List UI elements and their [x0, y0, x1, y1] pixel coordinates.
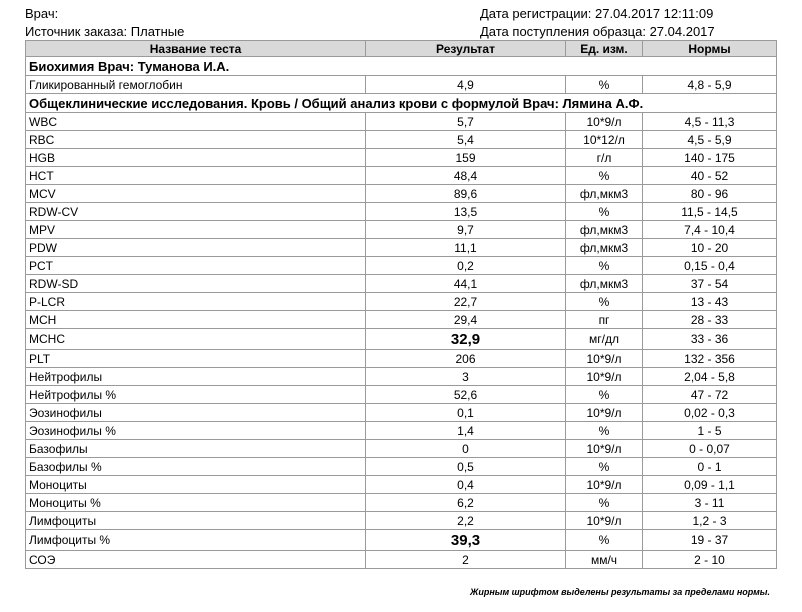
test-norm: 3 - 11	[643, 494, 777, 512]
col-norm-header: Нормы	[643, 41, 777, 57]
table-row	[26, 149, 777, 167]
test-result: 4,9	[366, 76, 566, 94]
test-unit: %	[566, 422, 643, 440]
test-result: 29,4	[366, 311, 566, 329]
sample-value: 27.04.2017	[649, 24, 715, 39]
test-norm: 132 - 356	[643, 350, 777, 368]
registration-date	[480, 6, 713, 22]
table-row	[26, 76, 777, 94]
test-norm: 0,09 - 1,1	[643, 476, 777, 494]
table-row	[26, 422, 777, 440]
test-name: СОЭ	[26, 551, 366, 569]
test-unit: 10*9/л	[566, 440, 643, 458]
registration-value: 27.04.2017 12:11:09	[594, 6, 714, 21]
test-unit: %	[566, 386, 643, 404]
table-row	[26, 350, 777, 368]
test-result: 5,7	[366, 113, 566, 131]
test-norm: 19 - 37	[643, 530, 777, 551]
test-unit: мг/дл	[566, 329, 643, 350]
test-unit: 10*12/л	[566, 131, 643, 149]
test-result: 89,6	[366, 185, 566, 203]
test-name: Моноциты %	[26, 494, 366, 512]
test-norm: 4,5 - 5,9	[643, 131, 777, 149]
test-norm: 1 - 5	[643, 422, 777, 440]
col-name-header: Название теста	[26, 41, 366, 57]
test-norm: 11,5 - 14,5	[643, 203, 777, 221]
test-result: 0,2	[366, 257, 566, 275]
test-name: RDW-CV	[26, 203, 366, 221]
test-unit: пг	[566, 311, 643, 329]
test-norm: 28 - 33	[643, 311, 777, 329]
test-unit: мм/ч	[566, 551, 643, 569]
test-unit: 10*9/л	[566, 476, 643, 494]
test-unit: фл,мкм3	[566, 275, 643, 293]
section-row	[26, 94, 777, 113]
test-result: 0,1	[366, 404, 566, 422]
test-unit: 10*9/л	[566, 350, 643, 368]
test-unit: 10*9/л	[566, 512, 643, 530]
table-row	[26, 368, 777, 386]
table-row	[26, 185, 777, 203]
test-result: 5,4	[366, 131, 566, 149]
table-row	[26, 530, 777, 551]
test-name: Гликированный гемоглобин	[26, 76, 366, 94]
test-norm: 80 - 96	[643, 185, 777, 203]
test-unit: %	[566, 167, 643, 185]
test-result: 44,1	[366, 275, 566, 293]
doctor-label: Врач:	[25, 6, 59, 21]
test-result: 3	[366, 368, 566, 386]
col-result-header: Результат	[366, 41, 566, 57]
test-norm: 10 - 20	[643, 239, 777, 257]
test-name: Нейтрофилы %	[26, 386, 366, 404]
test-unit: %	[566, 76, 643, 94]
test-name: RDW-SD	[26, 275, 366, 293]
test-result: 13,5	[366, 203, 566, 221]
test-norm: 0 - 1	[643, 458, 777, 476]
test-result: 48,4	[366, 167, 566, 185]
test-norm: 0,15 - 0,4	[643, 257, 777, 275]
test-unit: %	[566, 257, 643, 275]
table-row	[26, 329, 777, 350]
test-result: 22,7	[366, 293, 566, 311]
test-result: 11,1	[366, 239, 566, 257]
test-name: MCHC	[26, 329, 366, 350]
test-unit: фл,мкм3	[566, 239, 643, 257]
test-name: P-LCR	[26, 293, 366, 311]
test-norm: 2 - 10	[643, 551, 777, 569]
test-name: HGB	[26, 149, 366, 167]
test-result	[366, 530, 566, 551]
test-name: Базофилы %	[26, 458, 366, 476]
col-unit-header: Ед. изм.	[566, 41, 643, 57]
table-row	[26, 458, 777, 476]
test-norm: 0 - 0,07	[643, 440, 777, 458]
test-result	[366, 329, 566, 350]
test-norm: 40 - 52	[643, 167, 777, 185]
section-row	[26, 57, 777, 76]
test-result: 2,2	[366, 512, 566, 530]
table-row	[26, 221, 777, 239]
test-norm: 7,4 - 10,4	[643, 221, 777, 239]
test-result: 0,4	[366, 476, 566, 494]
test-name: WBC	[26, 113, 366, 131]
table-row	[26, 293, 777, 311]
table-row	[26, 167, 777, 185]
test-result: 159	[366, 149, 566, 167]
table-row	[26, 311, 777, 329]
test-unit: 10*9/л	[566, 368, 643, 386]
test-unit: г/л	[566, 149, 643, 167]
test-unit: 10*9/л	[566, 113, 643, 131]
test-norm: 2,04 - 5,8	[643, 368, 777, 386]
test-norm: 4,8 - 5,9	[643, 76, 777, 94]
test-name: Нейтрофилы	[26, 368, 366, 386]
section-title: Биохимия Врач: Туманова И.А.	[26, 57, 777, 76]
test-unit: %	[566, 494, 643, 512]
test-result: 206	[366, 350, 566, 368]
out-of-range-value: 39,3	[450, 531, 481, 549]
table-row	[26, 203, 777, 221]
table-header-row	[26, 41, 777, 57]
table-row	[26, 404, 777, 422]
test-name: Базофилы	[26, 440, 366, 458]
table-row	[26, 131, 777, 149]
test-unit: фл,мкм3	[566, 221, 643, 239]
registration-label: Дата регистрации:	[480, 6, 592, 21]
section-title: Общеклинические исследования. Кровь / Общий анализ крови с формулой Врач: Лямина А.Ф.	[26, 94, 777, 113]
test-result: 9,7	[366, 221, 566, 239]
test-name: Моноциты	[26, 476, 366, 494]
test-unit: %	[566, 530, 643, 551]
table-row	[26, 239, 777, 257]
table-row	[26, 494, 777, 512]
table-row	[26, 386, 777, 404]
test-result: 0,5	[366, 458, 566, 476]
test-name: Лимфоциты	[26, 512, 366, 530]
sample-label: Дата поступления образца:	[480, 24, 646, 39]
results-table	[25, 40, 777, 569]
test-norm: 1,2 - 3	[643, 512, 777, 530]
test-norm: 4,5 - 11,3	[643, 113, 777, 131]
test-norm: 37 - 54	[643, 275, 777, 293]
out-of-range-value: 32,9	[450, 330, 481, 348]
table-row	[26, 113, 777, 131]
table-row	[26, 440, 777, 458]
test-name: Эозинофилы	[26, 404, 366, 422]
footnote: Жирным шрифтом выделены результаты за пределами нормы.	[469, 587, 770, 597]
sample-date	[480, 24, 715, 40]
test-name: PCT	[26, 257, 366, 275]
test-unit: %	[566, 458, 643, 476]
test-name: PDW	[26, 239, 366, 257]
test-norm: 13 - 43	[643, 293, 777, 311]
test-norm: 140 - 175	[643, 149, 777, 167]
table-row	[26, 551, 777, 569]
table-row	[26, 476, 777, 494]
test-name: MPV	[26, 221, 366, 239]
order-source: Источник заказа: Платные	[25, 24, 185, 39]
test-result: 1,4	[366, 422, 566, 440]
test-name: HCT	[26, 167, 366, 185]
test-norm: 33 - 36	[643, 329, 777, 350]
test-norm: 0,02 - 0,3	[643, 404, 777, 422]
test-name: MCV	[26, 185, 366, 203]
test-name: MCH	[26, 311, 366, 329]
test-result: 2	[366, 551, 566, 569]
test-result: 6,2	[366, 494, 566, 512]
test-result: 0	[366, 440, 566, 458]
test-norm: 47 - 72	[643, 386, 777, 404]
test-result: 52,6	[366, 386, 566, 404]
table-row	[26, 512, 777, 530]
test-name: RBC	[26, 131, 366, 149]
test-unit: %	[566, 203, 643, 221]
test-name: Лимфоциты %	[26, 530, 366, 551]
table-row	[26, 275, 777, 293]
test-name: PLT	[26, 350, 366, 368]
test-name: Эозинофилы %	[26, 422, 366, 440]
test-unit: %	[566, 293, 643, 311]
test-unit: фл,мкм3	[566, 185, 643, 203]
test-unit: 10*9/л	[566, 404, 643, 422]
table-row	[26, 257, 777, 275]
